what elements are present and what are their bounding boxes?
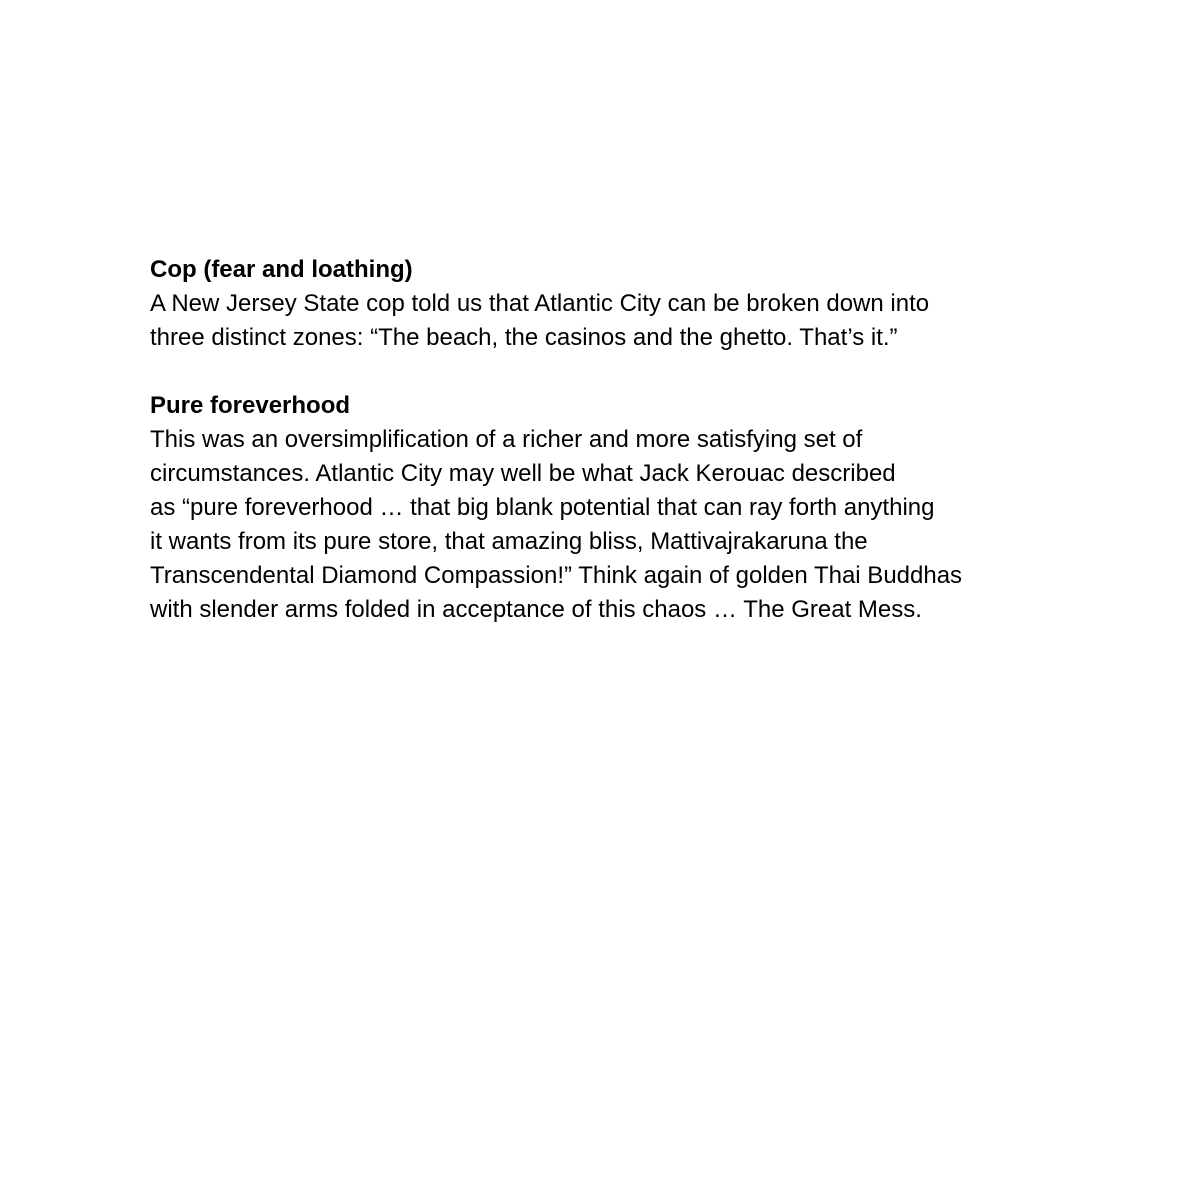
paragraph-line: with slender arms folded in acceptance of this chaos … The Great Mess. — [150, 596, 922, 623]
paragraph-line: circumstances. Atlantic City may well be what Jack Kerouac described — [150, 460, 896, 487]
section-heading: Cop (fear and loathing) — [150, 256, 413, 283]
section-heading: Pure foreverhood — [150, 392, 351, 419]
section-cop — [150, 253, 1150, 355]
paragraph-line: three distinct zones: “The beach, the casinos and the ghetto. That’s it.” — [150, 324, 898, 351]
paragraph-line: it wants from its pure store, that amazing bliss, Mattivajrakaruna the — [150, 528, 868, 555]
article-body — [150, 253, 1150, 661]
paragraph-line: Transcendental Diamond Compassion!” Think again of golden Thai Buddhas — [150, 562, 963, 589]
section-pure-foreverhood — [150, 389, 1150, 627]
paragraph-line: A New Jersey State cop told us that Atlantic City can be broken down into — [150, 290, 930, 317]
paragraph-line: as “pure foreverhood … that big blank potential that can ray forth anything — [150, 494, 935, 521]
paragraph-line: This was an oversimplification of a richer and more satisfying set of — [150, 426, 863, 453]
